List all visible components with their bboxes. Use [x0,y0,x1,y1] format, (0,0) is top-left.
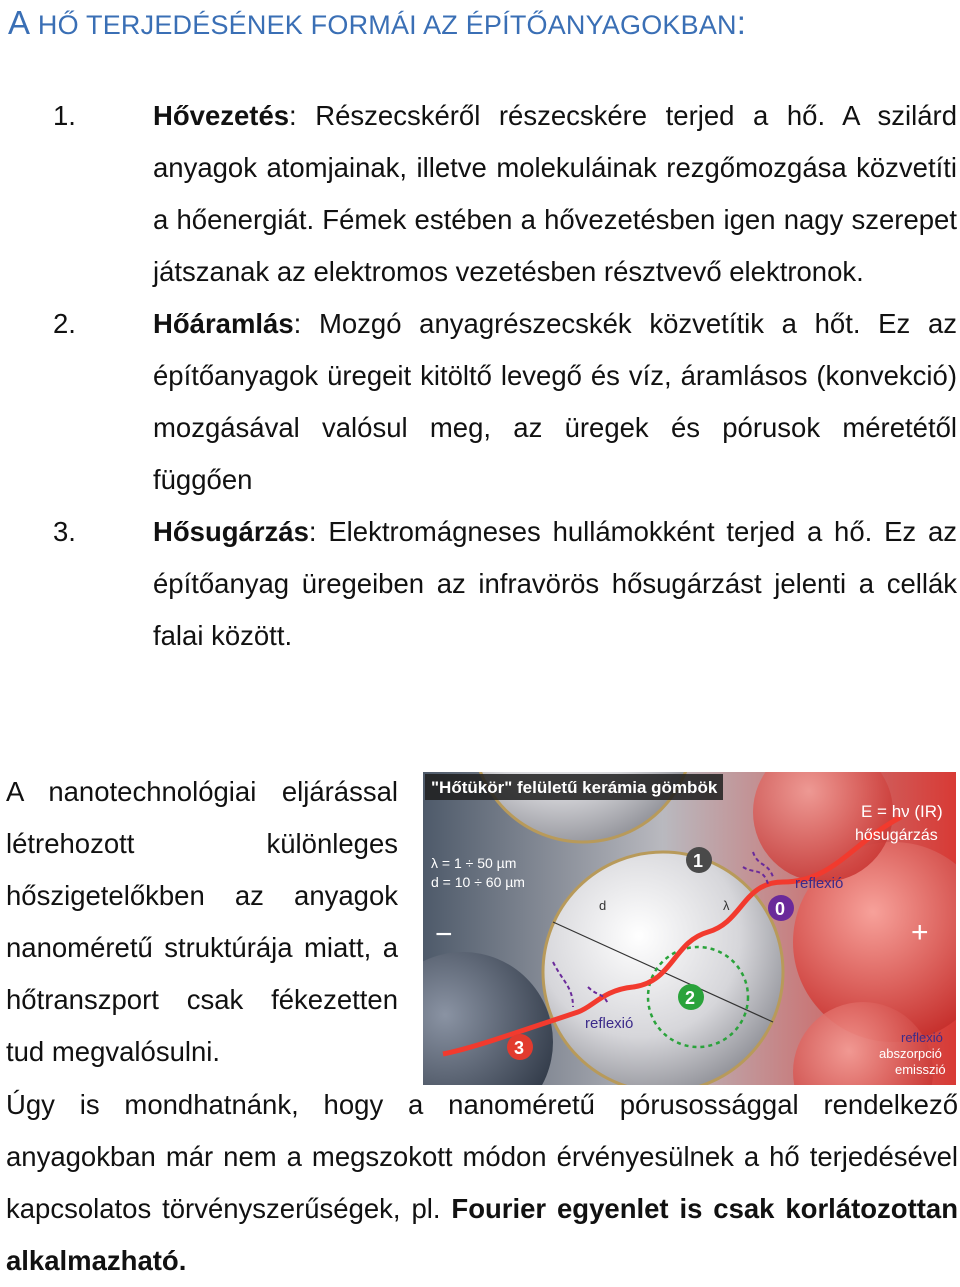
list-text: : Részecskéről részecskére terjed a hő. A szilárd anyagok atomjainak, illetve molekuláinak rezgőmozgása közvetíti a hőenergiát. Fémek estében a hővezetésben igen nagy szerepet játszanak az elektromos vezetésben résztvevő elektronok. [153,100,957,287]
list-term: Hősugárzás [153,516,309,547]
legend-absorption: abszorpció [879,1046,942,1061]
marker-0: 0 [775,899,786,919]
list-item [53,90,957,298]
energy-label: E = hν (IR) [861,802,943,821]
legend-reflection: reflexió [901,1030,943,1045]
reflection-label-bottom: reflexió [585,1015,634,1032]
closing-paragraph: Úgy is mondhatnánk, hogy a nanoméretű pórusossággal rendelkező anyagokban már nem a megszokott módon érvényesülnek a hő terjedésével kapcsolatos törvényszerűségek, pl. Fourier egyenlet is csak korlátozottan alkalmazható. [6,1089,958,1276]
figure-caption: "Hőtükör" felületű kerámia gömbök [431,778,718,797]
list-term: Hővezetés [153,100,290,131]
side-text: A nanotechnológiai eljárással létrehozott különleges hőszigetelőkben az anyagok nanoméretű struktúrája miatt, a hőtranszport csak fékezetten tud megvalósulni. [6,776,398,1067]
list-text: : Elektromágneses hullámokként terjed a hő. Ez az építőanyag üregeiben az infravörös hősugárzást jelenti a cellák falai között. [153,516,957,651]
list-term: Hőáramlás [153,308,294,339]
legend-emission: emisszió [895,1062,946,1077]
plus-sign: + [911,916,929,949]
reflection-label-top: reflexió [795,875,844,892]
list-item [53,298,957,506]
page-title: A HŐ TERJEDÉSÉNEK FORMÁI AZ ÉPÍTŐANYAGOKBAN: [8,4,747,41]
label-lambda: λ [723,898,730,913]
lambda-range: λ = 1 ÷ 50 µm [431,855,517,871]
list-number: 2. [53,308,76,339]
minus-sign: − [435,918,453,951]
list-text: : Mozgó anyagrészecskék közvetítik a hőt. Ez az építőanyagok üregeit kitöltő levegő és víz, áramlásos (konvekció) mozgásával valósul meg, az üregek és pórusok méretétől függően [153,308,957,495]
list-item [53,506,957,662]
ceramic-spheres-figure [423,772,956,1085]
list-number: 1. [53,100,76,131]
heat-radiation-label: hősugárzás [855,827,938,844]
heat-transfer-list [0,90,960,662]
marker-2: 2 [685,988,696,1008]
marker-1: 1 [693,851,704,871]
d-range: d = 10 ÷ 60 µm [431,874,525,890]
marker-3: 3 [514,1038,525,1058]
list-number: 3. [53,516,76,547]
label-d: d [599,898,607,913]
